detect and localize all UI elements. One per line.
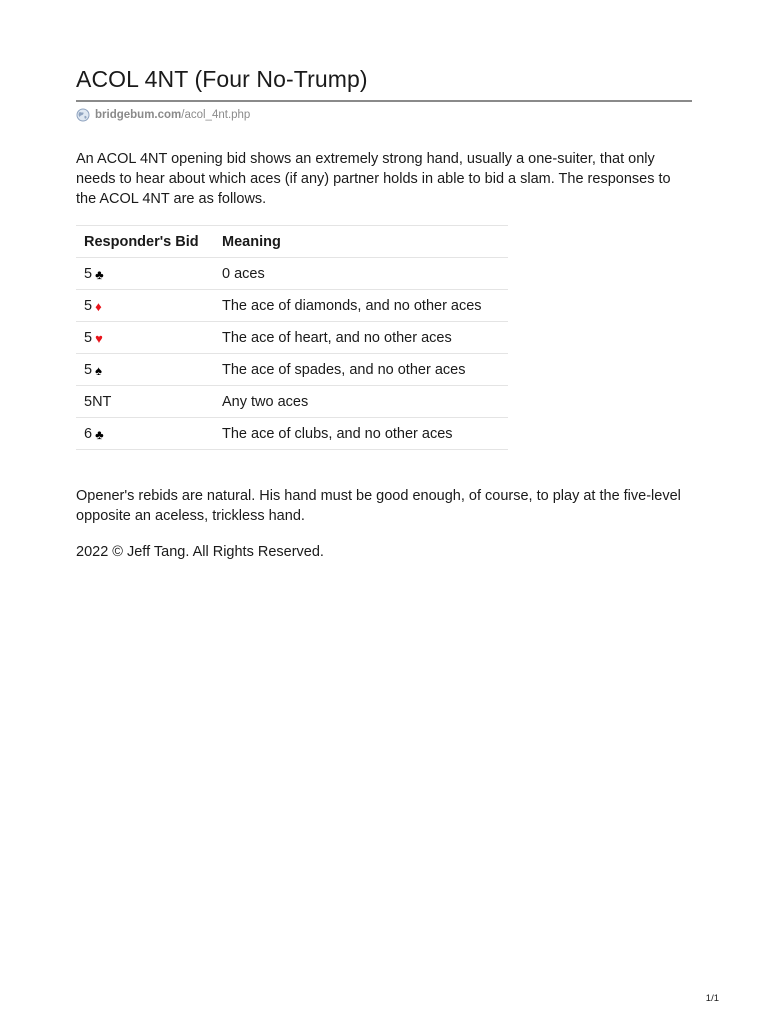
bid-level: 5: [84, 265, 93, 282]
bid-cell: [76, 322, 214, 354]
club-icon: ♣: [95, 426, 104, 442]
spade-icon: ♠: [95, 362, 102, 378]
meaning-cell: The ace of heart, and no other aces: [214, 322, 508, 354]
responses-table: [76, 225, 508, 450]
column-header-bid: Responder's Bid: [76, 226, 214, 258]
copyright-text: 2022 © Jeff Tang. All Rights Reserved.: [76, 544, 324, 560]
page-title: ACOL 4NT (Four No-Trump): [76, 66, 368, 92]
meaning-cell: Any two aces: [214, 386, 508, 418]
bid-cell: [76, 386, 214, 418]
table-body: [76, 258, 508, 450]
meaning-cell: The ace of spades, and no other aces: [214, 354, 508, 386]
bid-level: 6: [84, 425, 93, 442]
meaning-cell: The ace of diamonds, and no other aces: [214, 290, 508, 322]
table-row: [76, 258, 508, 290]
source-link[interactable]: [76, 107, 692, 123]
bid-level: 5: [84, 361, 93, 378]
source-path[interactable]: /acol_4nt.php: [181, 109, 251, 121]
table-row: [76, 290, 508, 322]
table-row: [76, 418, 508, 450]
bid-cell: [76, 258, 214, 290]
bid-level: 5: [84, 329, 93, 346]
document-page: [76, 64, 692, 562]
rebids-paragraph: Opener's rebids are natural. His hand must be good enough, of course, to play at the five-level opposite an aceless, trickless hand.: [76, 488, 681, 524]
column-header-meaning: Meaning: [214, 226, 508, 258]
table-header-row: [76, 226, 508, 258]
bid-cell: [76, 290, 214, 322]
bid-level: 5: [84, 297, 93, 314]
club-icon: ♣: [95, 266, 104, 282]
globe-icon: [76, 108, 90, 122]
table-row: [76, 354, 508, 386]
page-number: 1/1: [705, 993, 719, 1004]
diamond-icon: ♦: [95, 298, 102, 314]
table-row: [76, 322, 508, 354]
meaning-cell: 0 aces: [214, 258, 508, 290]
bid-cell: [76, 418, 214, 450]
source-domain[interactable]: bridgebum.com: [95, 109, 182, 121]
bid-level: 5NT: [84, 393, 112, 410]
bid-cell: [76, 354, 214, 386]
intro-paragraph: An ACOL 4NT opening bid shows an extremely strong hand, usually a one-suiter, that only needs to hear about which aces (if any) partner holds in able to bid a slam. The responses to the ACOL 4NT are as follows.: [76, 151, 671, 207]
heart-icon: ♥: [95, 330, 103, 346]
meaning-cell: The ace of clubs, and no other aces: [214, 418, 508, 450]
table-row: [76, 386, 508, 418]
title-divider: [76, 100, 692, 102]
